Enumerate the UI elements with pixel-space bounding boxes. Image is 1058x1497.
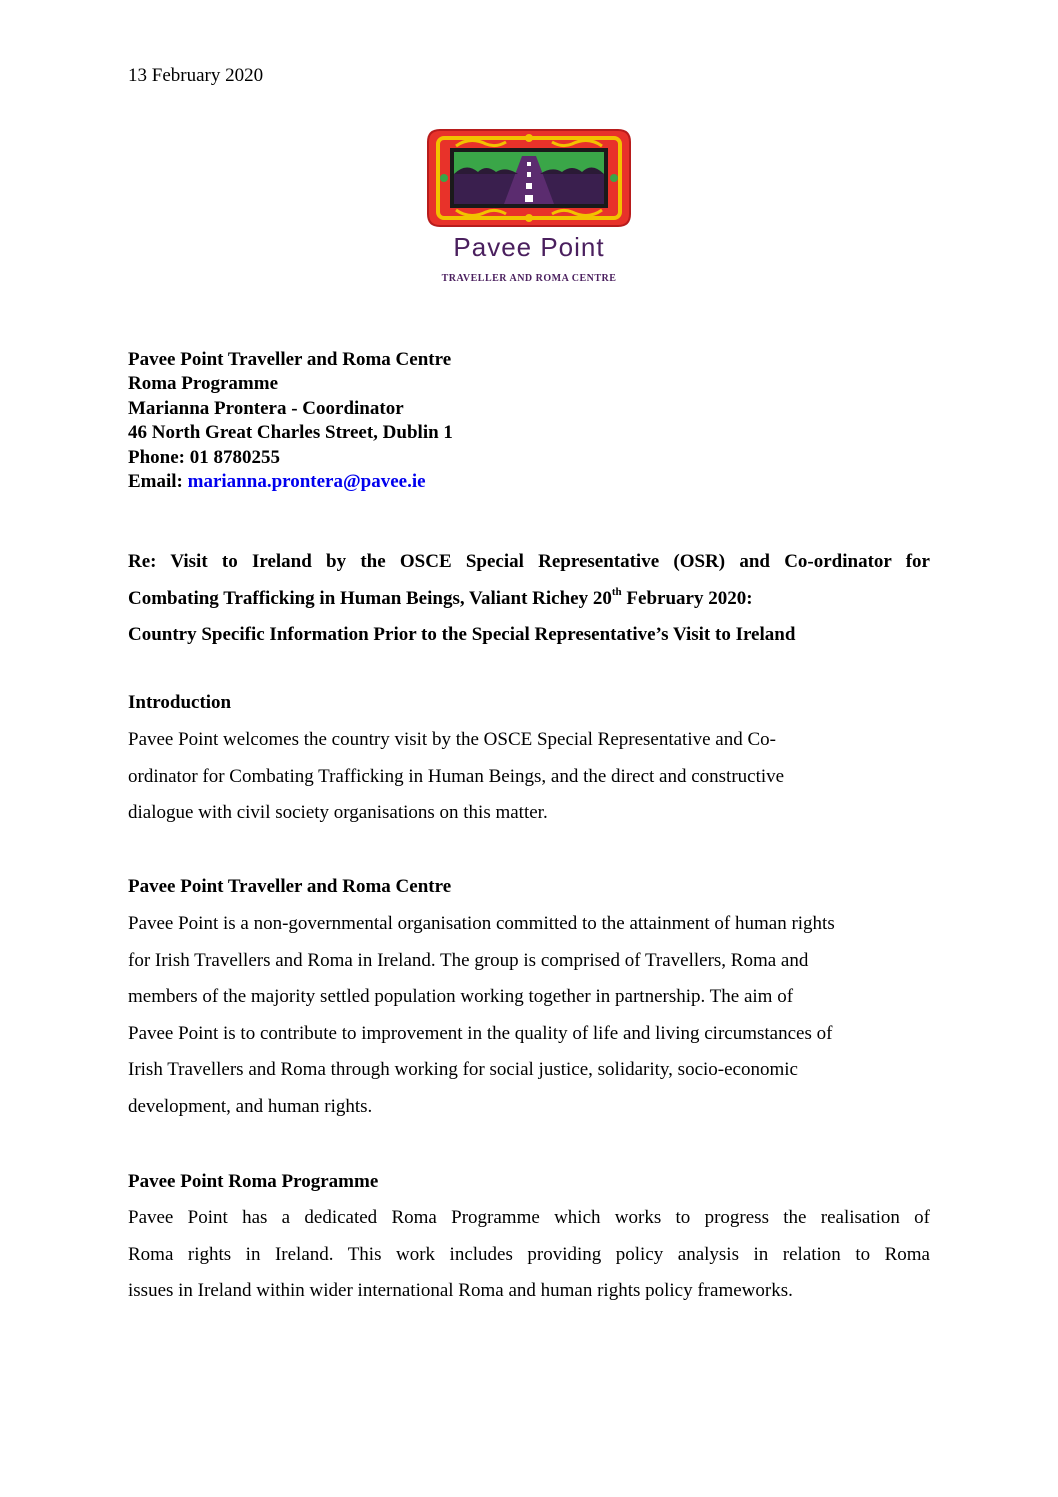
subject-line-2-date: February 2020:	[621, 587, 753, 609]
section-heading-roma-programme: Pavee Point Roma Programme	[128, 1171, 379, 1192]
address-contact: Marianna Prontera - Coordinator	[128, 397, 404, 419]
subject-line-2-text: Combating Trafficking in Human Beings, Valiant Richey 20	[128, 587, 612, 609]
paragraph-line: issues in Ireland within wider international Roma and human rights policy frameworks.	[128, 1280, 793, 1302]
subject-block	[128, 544, 930, 654]
paragraph-line: members of the majority settled population working together in partnership. The aim of	[128, 986, 794, 1008]
paragraph-line: Pavee Point has a dedicated Roma Programme which works to progress the realisation of	[128, 1207, 930, 1228]
paragraph-line: Roma rights in Ireland. This work includes providing policy analysis in relation to Roma	[128, 1243, 930, 1265]
paragraph-line: ordinator for Combating Trafficking in Human Beings, and the direct and constructive	[128, 765, 785, 787]
subject-line-1: Re: Visit to Ireland by the OSCE Special Representative (OSR) and Co-ordinator for	[128, 551, 930, 572]
letter-date: 13 February 2020	[128, 65, 264, 86]
email-label: Email:	[128, 471, 188, 493]
address-street: 46 North Great Charles Street, Dublin 1	[128, 422, 453, 444]
address-email-line	[128, 470, 453, 494]
section-heading-organisation: Pavee Point Traveller and Roma Centre	[128, 876, 452, 897]
section-body-introduction	[128, 722, 784, 832]
address-programme: Roma Programme	[128, 373, 279, 395]
subject-line-2	[128, 581, 930, 618]
logo-title: Pavee Point	[453, 232, 605, 262]
paragraph-line: for Irish Travellers and Roma in Ireland. The group is comprised of Travellers, Roma and	[128, 949, 809, 971]
logo-subtitle: TRAVELLER AND ROMA CENTRE	[441, 273, 617, 284]
subject-ordinal-suffix: th	[611, 586, 622, 599]
pavee-point-logo	[426, 126, 632, 292]
email-link[interactable]: marianna.prontera@pavee.ie	[187, 471, 426, 493]
paragraph-line: Pavee Point is to contribute to improvement in the quality of life and living circumstances of	[128, 1022, 833, 1044]
subject-line-3: Country Specific Information Prior to the Special Representative’s Visit to Ireland	[128, 624, 796, 646]
logo-emblem	[426, 126, 632, 230]
paragraph-line: Pavee Point welcomes the country visit by the OSCE Special Representative and Co-	[128, 729, 776, 750]
sender-address-block	[128, 348, 453, 494]
paragraph-line: Pavee Point is a non-governmental organisation committed to the attainment of human rights	[128, 913, 835, 934]
paragraph-line: Irish Travellers and Roma through working for social justice, solidarity, socio-economic	[128, 1059, 798, 1081]
address-phone: Phone: 01 8780255	[128, 446, 280, 468]
address-org: Pavee Point Traveller and Roma Centre	[128, 349, 452, 370]
section-body-roma-programme	[128, 1200, 930, 1310]
paragraph-line: dialogue with civil society organisations on this matter.	[128, 802, 548, 824]
paragraph-line: development, and human rights.	[128, 1095, 373, 1117]
section-heading-introduction: Introduction	[128, 692, 232, 713]
section-body-organisation	[128, 906, 835, 1126]
